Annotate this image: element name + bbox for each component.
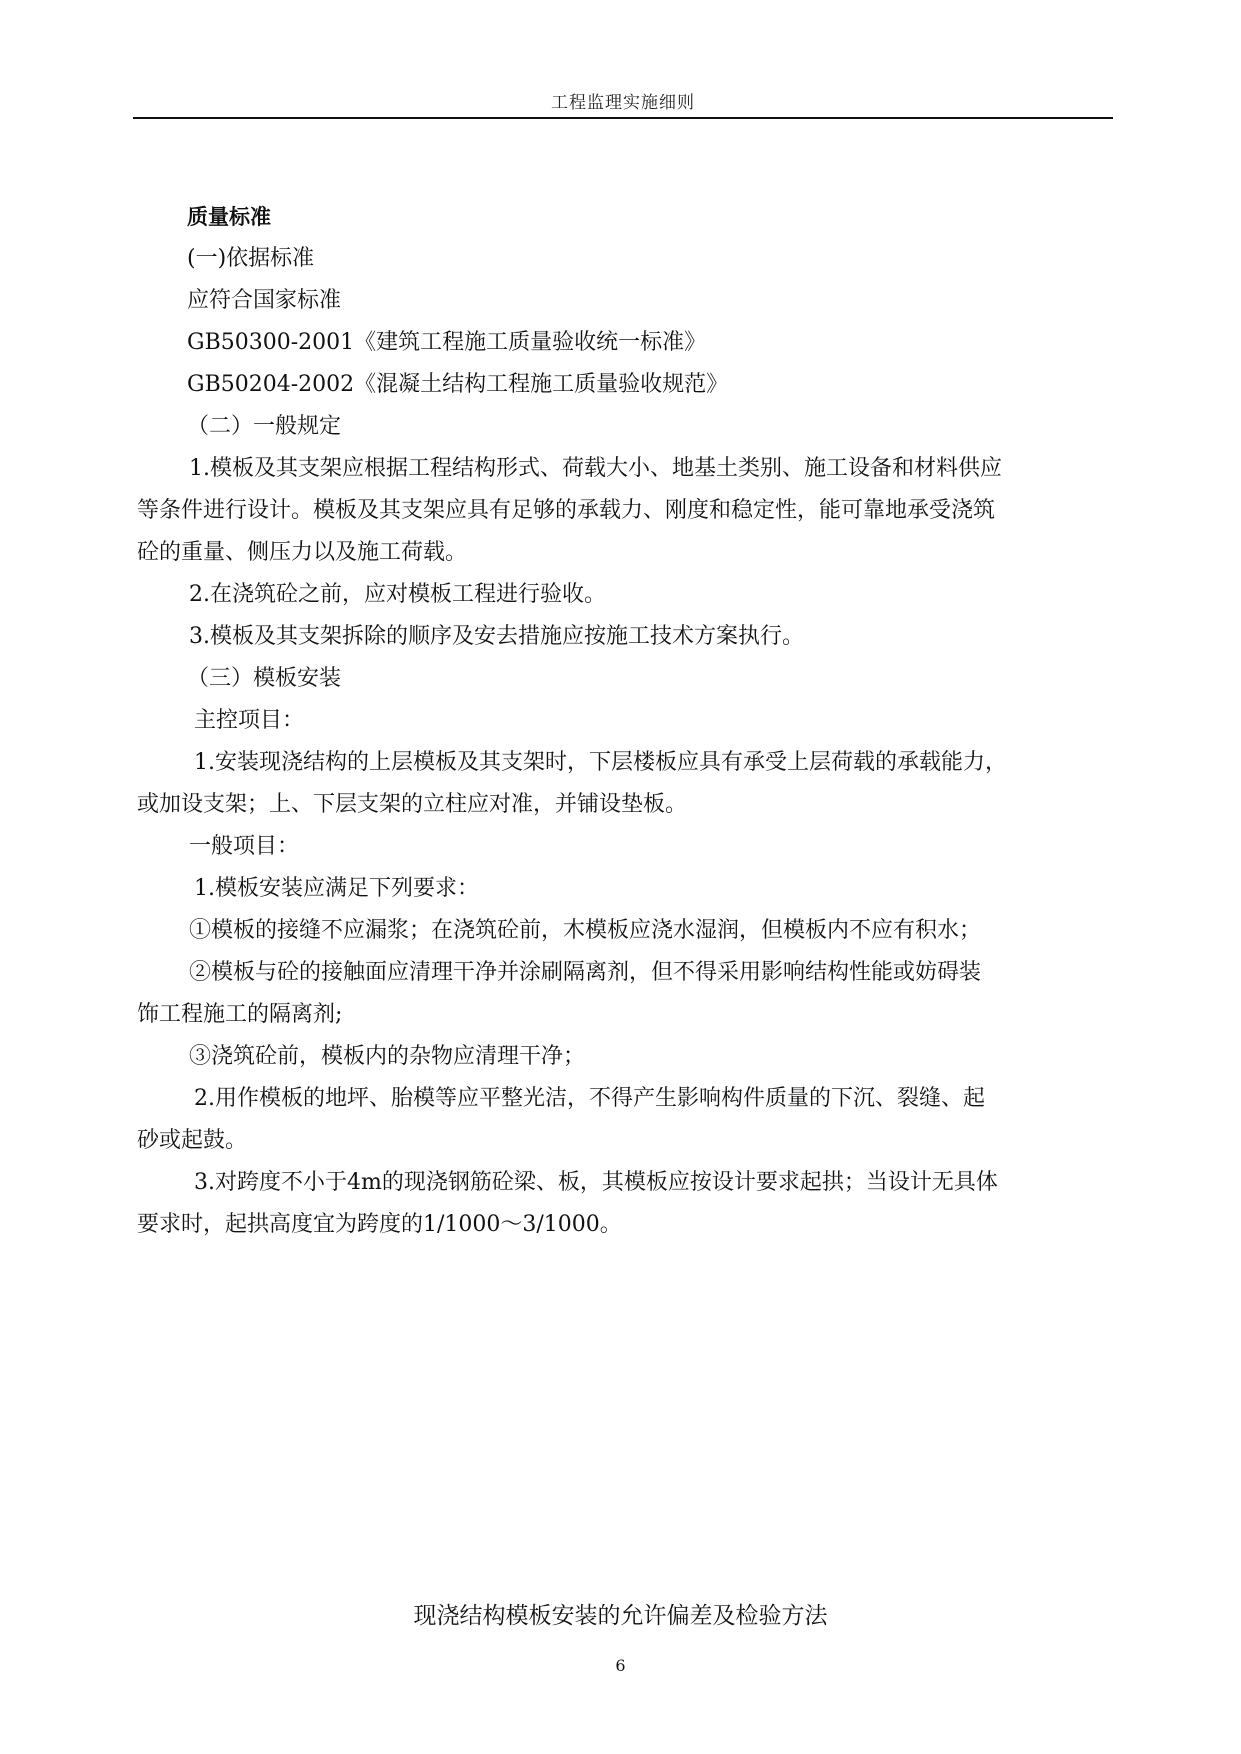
paragraph-line: 1.模板安装应满足下列要求：: [194, 876, 479, 901]
list-item: ②模板与砼的接触面应清理干净并涂刷隔离剂，但不得采用影响结构性能或妨碍装: [189, 960, 982, 985]
header-rule: [133, 117, 1113, 119]
subsection-heading: （二）一般规定: [187, 414, 342, 439]
table-caption: 现浇结构模板安装的允许偏差及检验方法: [413, 1603, 828, 1629]
paragraph-line: 应符合国家标准: [187, 288, 342, 313]
paragraph-line: 1.安装现浇结构的上层模板及其支架时，下层楼板应具有承受上层荷载的承载能力，: [194, 750, 1007, 775]
paragraph-line: 等条件进行设计。模板及其支架应具有足够的承载力、刚度和稳定性，能可靠地承受浇筑: [137, 498, 996, 523]
paragraph-line: 2.在浇筑砼之前，应对模板工程进行验收。: [189, 582, 606, 607]
standard-reference: GB50300-2001《建筑工程施工质量验收统一标准》: [187, 330, 707, 355]
document-body: [137, 196, 1112, 1246]
paragraph-line: 砂或起鼓。: [137, 1128, 248, 1153]
list-item: 饰工程施工的隔离剂;: [137, 1002, 343, 1027]
paragraph-line: 1.模板及其支架应根据工程结构形式、荷载大小、地基土类别、施工设备和材料供应: [189, 456, 1002, 481]
paragraph-line: 3.模板及其支架拆除的顺序及安去措施应按施工技术方案执行。: [189, 624, 804, 649]
paragraph-line: (一)依据标准: [187, 246, 315, 271]
subsection-heading: （三）模板安装: [187, 666, 342, 691]
section-title: 质量标准: [187, 205, 271, 229]
paragraph-line: 要求时，起拱高度宜为跨度的1/1000～3/1000。: [137, 1212, 622, 1237]
paragraph-line: 3.对跨度不小于4m的现浇钢筋砼梁、板，其模板应按设计要求起拱；当设计无具体: [194, 1170, 998, 1195]
running-header: 工程监理实施细则: [551, 93, 695, 113]
item-heading: 主控项目：: [194, 708, 305, 733]
page-number: 6: [615, 1656, 626, 1675]
paragraph-line: 砼的重量、侧压力以及施工荷载。: [137, 540, 468, 565]
list-item: ③浇筑砼前，模板内的杂物应清理干净；: [189, 1044, 586, 1069]
item-heading: 一般项目：: [189, 834, 300, 859]
standard-reference: GB50204-2002《混凝土结构工程施工质量验收规范》: [187, 372, 729, 397]
paragraph-line: 或加设支架；上、下层支架的立柱应对准，并铺设垫板。: [137, 792, 688, 817]
paragraph-line: 2.用作模板的地坪、胎模等应平整光洁，不得产生影响构件质量的下沉、裂缝、起: [194, 1086, 985, 1111]
list-item: ①模板的接缝不应漏浆；在浇筑砼前，木模板应浇水湿润，但模板内不应有积水；: [189, 918, 982, 943]
